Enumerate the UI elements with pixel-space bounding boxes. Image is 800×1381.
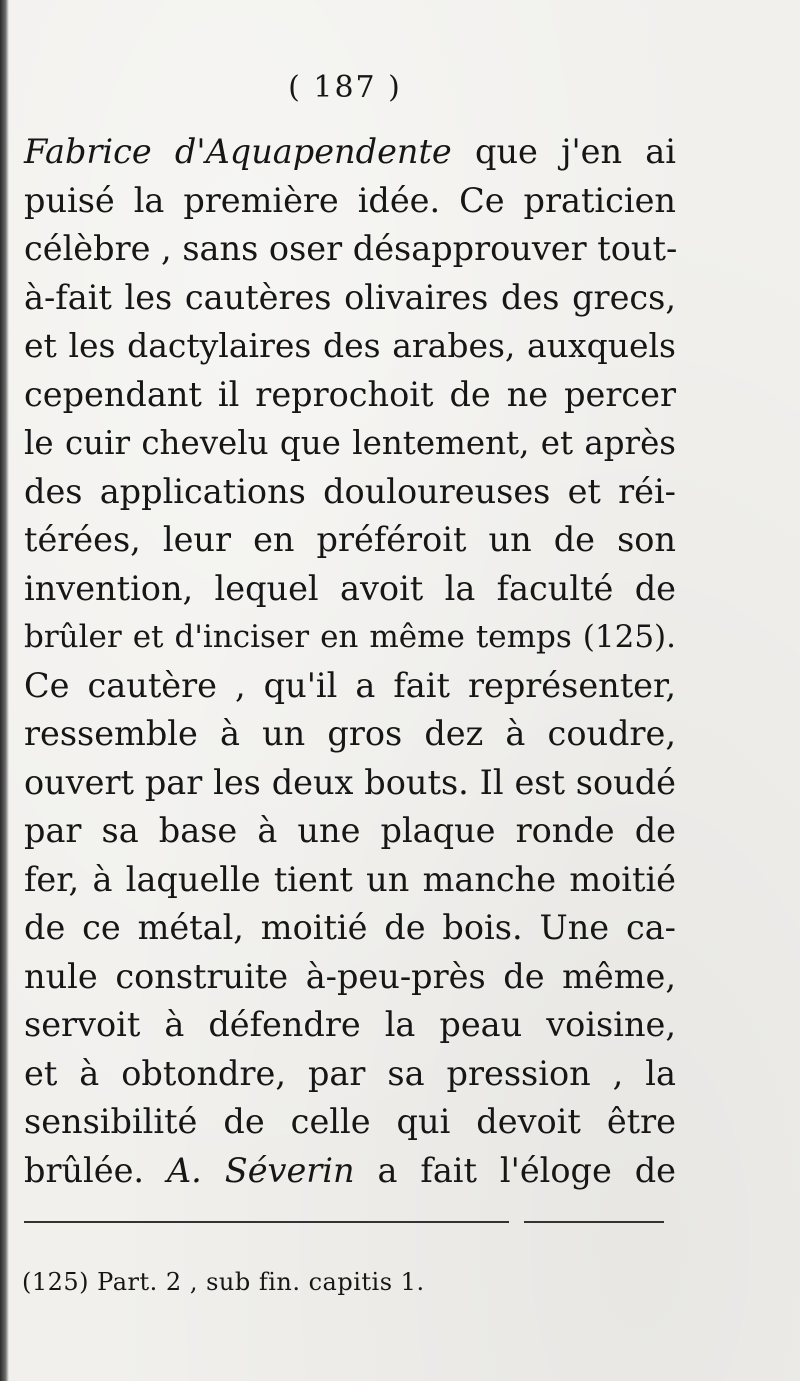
text-run: des applications douloureuses et réi- bbox=[24, 471, 676, 511]
text-run: invention, lequel avoit la faculté de bbox=[24, 568, 676, 608]
text-line bbox=[24, 177, 676, 226]
text-run: célèbre , sans oser désapprouver tout- bbox=[24, 229, 678, 268]
text-run: puisé la première idée. Ce praticien bbox=[24, 180, 676, 220]
footnote-rule bbox=[24, 1221, 509, 1223]
text-line bbox=[24, 1147, 676, 1196]
page-number: ( 187 ) bbox=[288, 70, 402, 105]
text-line bbox=[24, 759, 676, 808]
text-line bbox=[24, 1050, 676, 1099]
text-run: à-fait les cautères olivaires des grecs, bbox=[24, 277, 676, 317]
text-run: nule construite à-peu-près de même, bbox=[24, 956, 676, 996]
text-line bbox=[24, 807, 676, 856]
text-run: Ce cautère , qu'il a fait représenter, bbox=[24, 665, 676, 705]
text-line bbox=[24, 274, 676, 323]
text-line bbox=[24, 953, 676, 1002]
text-line bbox=[24, 371, 676, 420]
italic-text: A. Séverin bbox=[166, 1150, 355, 1190]
text-run: que j'en ai bbox=[451, 132, 676, 171]
italic-text: Fabrice d'Aquapendente bbox=[24, 132, 452, 171]
text-run: brûler et d'inciser en même temps (125). bbox=[24, 619, 676, 655]
text-line bbox=[24, 856, 676, 905]
text-line bbox=[24, 128, 676, 177]
text-run: et à obtondre, par sa pression , la bbox=[24, 1053, 676, 1093]
text-line bbox=[24, 565, 676, 614]
text-line bbox=[24, 710, 676, 759]
text-line bbox=[24, 613, 676, 662]
text-run: et les dactylaires des arabes, auxquels bbox=[24, 326, 676, 365]
text-run: brûlée. bbox=[24, 1150, 167, 1190]
text-line bbox=[24, 322, 676, 371]
body-text bbox=[24, 128, 676, 1195]
text-line bbox=[24, 904, 676, 953]
text-line bbox=[24, 1098, 676, 1147]
text-run: par sa base à une plaque ronde de bbox=[24, 811, 676, 850]
text-line bbox=[24, 1001, 676, 1050]
text-line bbox=[24, 225, 676, 274]
text-run: de ce métal, moitié de bois. Une ca- bbox=[24, 908, 676, 947]
text-run: cependant il reprochoit de ne percer bbox=[24, 374, 676, 414]
footnote-separator bbox=[24, 1221, 664, 1225]
text-run: térées, leur en préféroit un de son bbox=[24, 520, 676, 559]
text-run: ressemble à un gros dez à coudre, bbox=[24, 714, 676, 753]
text-run: sensibilité de celle qui devoit être bbox=[24, 1102, 676, 1141]
text-run: a fait l'éloge de bbox=[354, 1150, 676, 1190]
footnote: (125) Part. 2 , sub fin. capitis 1. bbox=[22, 1268, 425, 1296]
text-line bbox=[24, 662, 676, 711]
text-line bbox=[24, 419, 676, 468]
text-run: ouvert par les deux bouts. Il est soudé bbox=[24, 762, 676, 802]
page-binding-shadow bbox=[0, 0, 9, 1381]
text-run: servoit à défendre la peau voisine, bbox=[24, 1005, 676, 1044]
text-run: fer, à laquelle tient un manche moitié bbox=[24, 859, 676, 899]
text-line bbox=[24, 468, 676, 517]
text-line bbox=[24, 516, 676, 565]
footnote-rule-short bbox=[524, 1221, 664, 1223]
text-run: le cuir chevelu que lentement, et après bbox=[24, 424, 676, 462]
